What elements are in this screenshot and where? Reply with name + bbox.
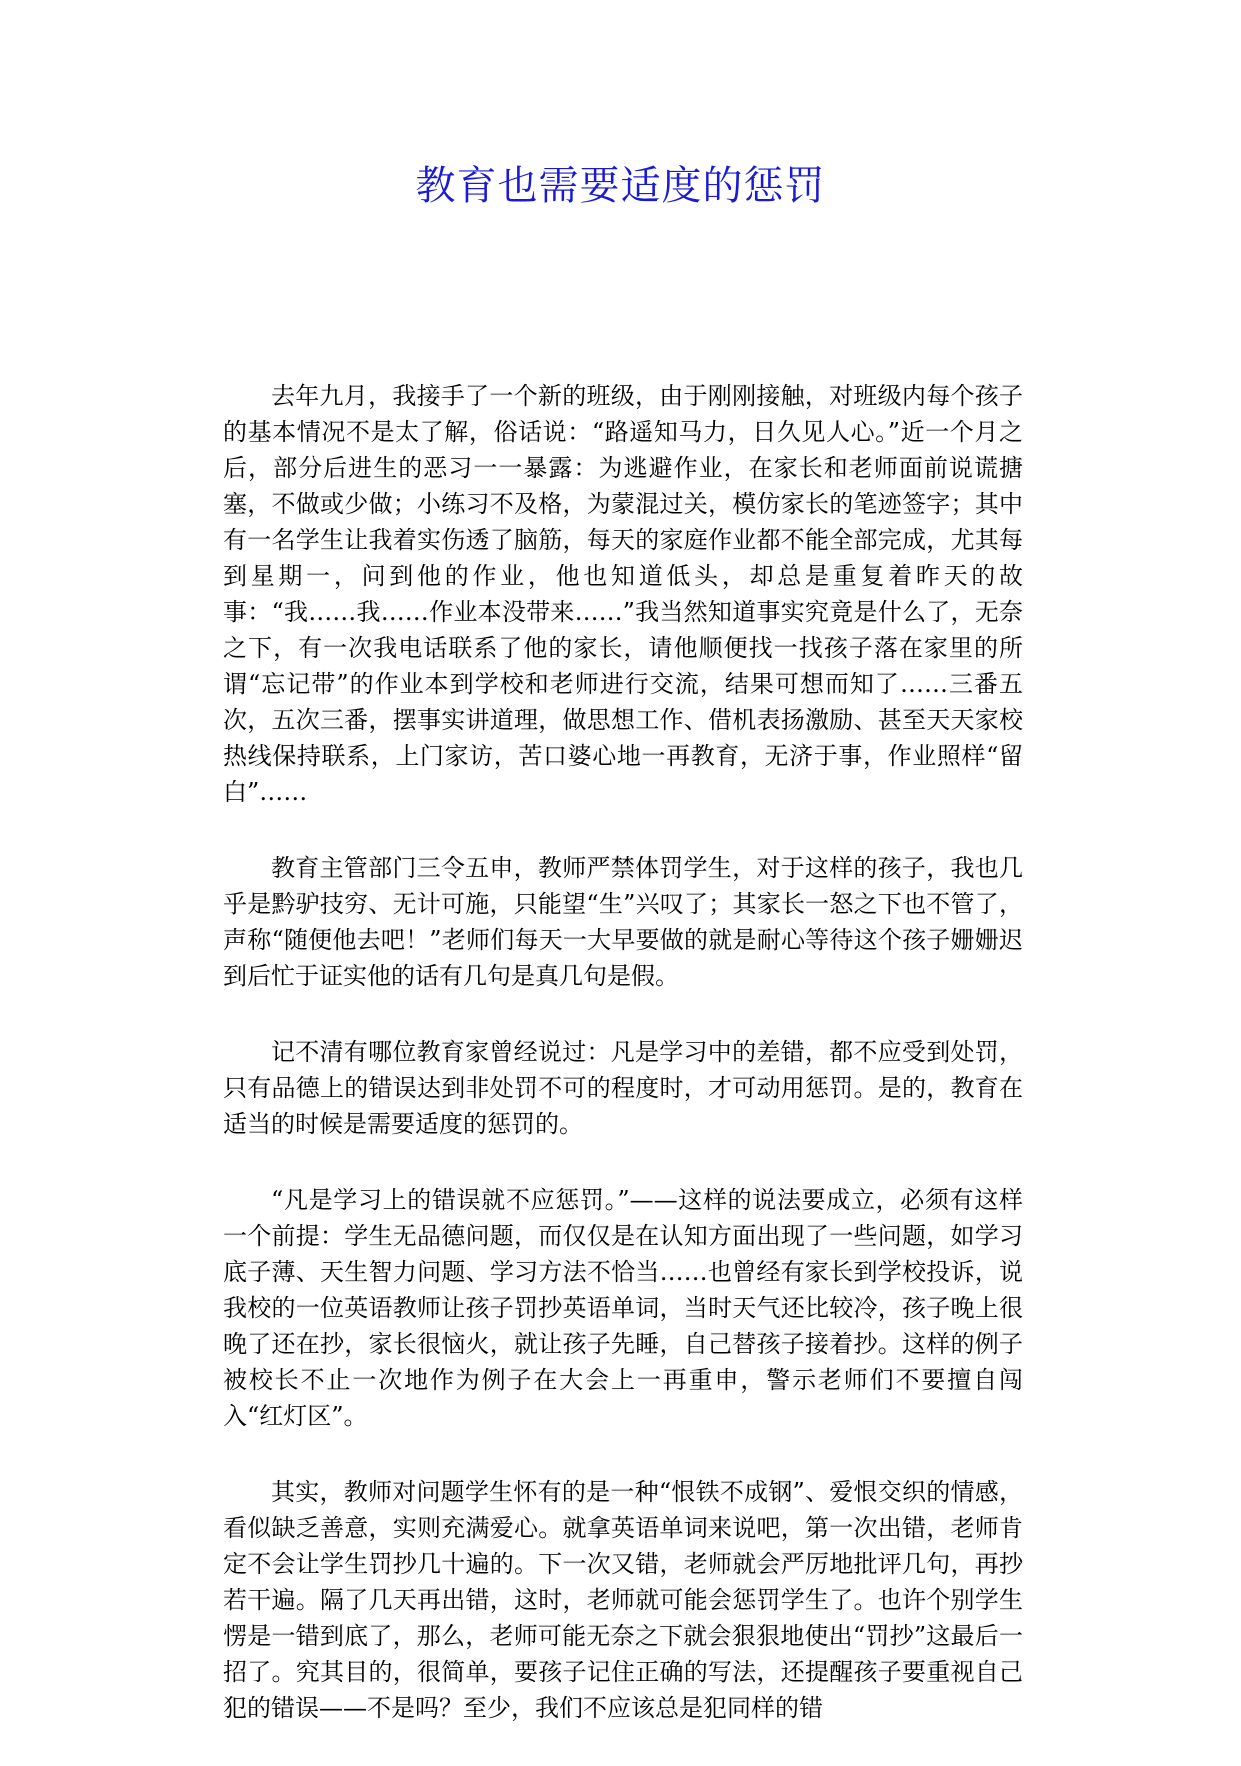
document-body [223, 378, 1023, 1766]
paragraph-5: 其实，教师对问题学生怀有的是一种“恨铁不成钢”、爱恨交织的情感，看似缺乏善意，实则充满爱心。就拿英语单词来说吧，第一次出错，老师肯定不会让学生罚抄几十遍的。下一次又错，老师就会严厉地批评几句，再抄若干遍。隔了几天再出错，这时，老师就可能会惩罚学生了。也许个别学生愣是一错到底了，那么，老师可能无奈之下就会狠狠地使出“罚抄”这最后一招了。究其目的，很简单，要孩子记住正确的写法，还提醒孩子要重视自己犯的错误——不是吗？至少，我们不应该总是犯同样的错 [223, 1478, 1023, 1722]
paragraph-4: “凡是学习上的错误就不应惩罚。”——这样的说法要成立，必须有这样一个前提：学生无品德问题，而仅仅是在认知方面出现了一些问题，如学习底子薄、天生智力问题、学习方法不恰当……也曾经有家长到学校投诉，说我校的一位英语教师让孩子罚抄英语单词，当时天气还比较冷，孩子晚上很晚了还在抄，家长很恼火，就让孩子先睡，自己替孩子接着抄。这样的例子被校长不止一次地作为例子在大会上一再重申，警示老师们不要擅自闯入“红灯区”。 [223, 1186, 1023, 1430]
paragraph-2: 教育主管部门三令五申，教师严禁体罚学生，对于这样的孩子，我也几乎是黔驴技穷、无计可施，只能望“生”兴叹了；其家长一怒之下也不管了，声称“随便他去吧！”老师们每天一大早要做的就是耐心等待这个孩子姗姗迟到后忙于证实他的话有几句是真几句是假。 [223, 854, 1023, 990]
paragraph-1: 去年九月，我接手了一个新的班级，由于刚刚接触，对班级内每个孩子的基本情况不是太了解，俗话说：“路遥知马力，日久见人心。”近一个月之后，部分后进生的恶习一一暴露：为逃避作业，在家长和老师面前说谎搪塞，不做或少做；小练习不及格，为蒙混过关，模仿家长的笔迹签字；其中有一名学生让我着实伤透了脑筋，每天的家庭作业都不能全部完成，尤其每到星期一，问到他的作业，他也知道低头，却总是重复着昨天的故事：“我……我……作业本没带来……”我当然知道事实究竟是什么了，无奈之下，有一次我电话联系了他的家长，请他顺便找一找孩子落在家里的所谓“忘记带”的作业本到学校和老师进行交流，结果可想而知了……三番五次，五次三番，摆事实讲道理，做思想工作、借机表扬激励、甚至天天家校热线保持联系，上门家访，苦口婆心地一再教育，无济于事，作业照样“留白”…… [223, 382, 1023, 806]
paragraph-3: 记不清有哪位教育家曾经说过：凡是学习中的差错，都不应受到处罚，只有品德上的错误达到非处罚不可的程度时，才可动用惩罚。是的，教育在适当的时候是需要适度的惩罚的。 [223, 1038, 1023, 1138]
document-title: 教育也需要适度的惩罚 [415, 163, 826, 209]
